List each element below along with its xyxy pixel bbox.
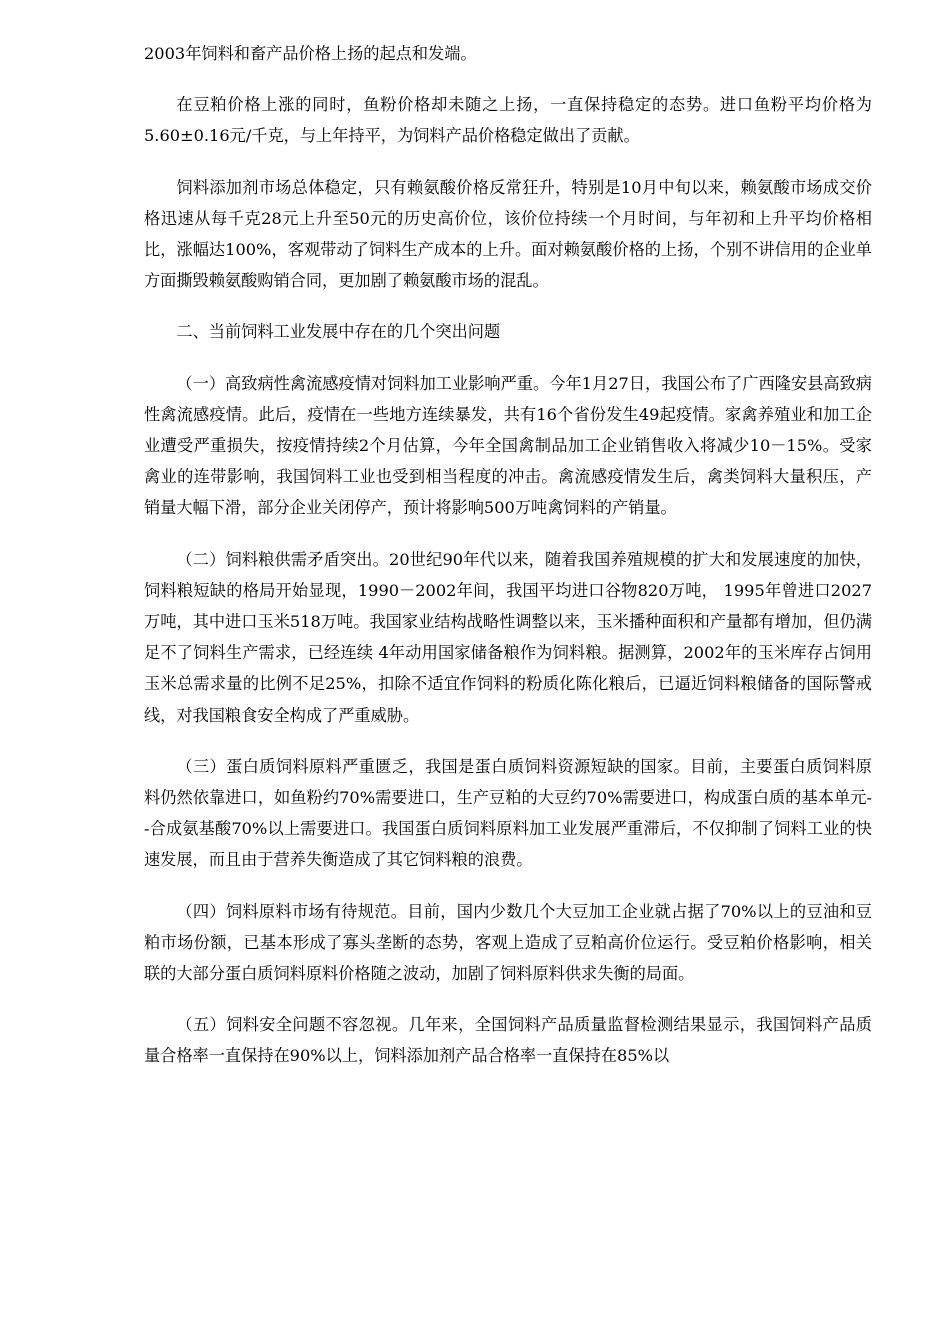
document-page — [144, 38, 872, 1092]
paragraph-continuation: 2003年饲料和畜产品价格上扬的起点和发端。 — [144, 44, 477, 63]
paragraph-avian-influenza: （一）高致病性禽流感疫情对饲料加工业影响严重。今年1月27日，我国公布了广西隆安县高致病性禽流感疫情。此后，疫情在一些地方连续暴发，共有16个省份发生49起疫情。家禽养殖业和加工企业遭受严重损失，按疫情持续2个月估算，今年全国禽制品加工企业销售收入将减少10－15%。受家禽业的连带影响，我国饲料工业也受到相当程度的冲击。禽流感疫情发生后，禽类饲料大量积压，产销量大幅下滑，部分企业关闭停产，预计将影响500万吨禽饲料的产销量。 — [144, 373, 872, 518]
paragraph-fishmeal-price: 在豆粕价格上涨的同时，鱼粉价格却未随之上扬，一直保持稳定的态势。进口鱼粉平均价格为5.60±0.16元/千克，与上年持平，为饲料产品价格稳定做出了贡献。 — [144, 95, 872, 146]
paragraph-feed-safety: （五）饲料安全问题不容忽视。几年来，全国饲料产品质量监督检测结果显示，我国饲料产品质量合格率一直保持在90%以上，饲料添加剂产品合格率一直保持在85%以 — [144, 1015, 872, 1066]
paragraph-feed-grain-supply: （二）饲料粮供需矛盾突出。20世纪90年代以来，随着我国养殖规模的扩大和发展速度的加快，饲料粮短缺的格局开始显现，1990－2002年间，我国平均进口谷物820万吨， 1995年曾进口2027万吨，其中进口玉米518万吨。我国家业结构战略性调整以来，玉米播种面积和产量都有增加，但仍满足不了饲料生产需求，已经连续 4年动用国家储备粮作为饲料粮。据测算，2002年的玉米库存占饲用玉米总需求量的比例不足25%，扣除不适宜作饲料的粉质化陈化粮后，已逼近饲料粮储备的国际警戒线，对我国粮食安全构成了严重威胁。 — [144, 549, 872, 725]
paragraph-protein-feed-shortage: （三）蛋白质饲料原料严重匮乏，我国是蛋白质饲料资源短缺的国家。目前，主要蛋白质饲料原料仍然依靠进口，如鱼粉约70%需要进口，生产豆粕的大豆约70%需要进口，构成蛋白质的基本单元--合成氨基酸70%以上需要进口。我国蛋白质饲料原料加工业发展严重滞后，不仅抑制了饲料工业的快速发展，而且由于营养失衡造成了其它饲料粮的浪费。 — [144, 756, 872, 870]
section-heading: 二、当前饲料工业发展中存在的几个突出问题 — [176, 322, 501, 342]
paragraph-feed-additive-market: 饲料添加剂市场总体稳定，只有赖氨酸价格反常狂升，特别是10月中旬以来，赖氨酸市场成交价格迅速从每千克28元上升至50元的历史高价位，该价位持续一个月时间，与年初和上升平均价格相比，涨幅达100%，客观带动了饲料生产成本的上升。面对赖氨酸价格的上扬，个别不讲信用的企业单方面撕毁赖氨酸购销合同，更加剧了赖氨酸市场的混乱。 — [144, 177, 872, 291]
paragraph-feed-raw-material-market: （四）饲料原料市场有待规范。目前，国内少数几个大豆加工企业就占据了70%以上的豆油和豆粕市场份额，已基本形成了寡头垄断的态势，客观上造成了豆粕高价位运行。受豆粕价格影响，相关联的大部分蛋白质饲料原料价格随之波动，加剧了饲料原料供求失衡的局面。 — [144, 901, 872, 984]
